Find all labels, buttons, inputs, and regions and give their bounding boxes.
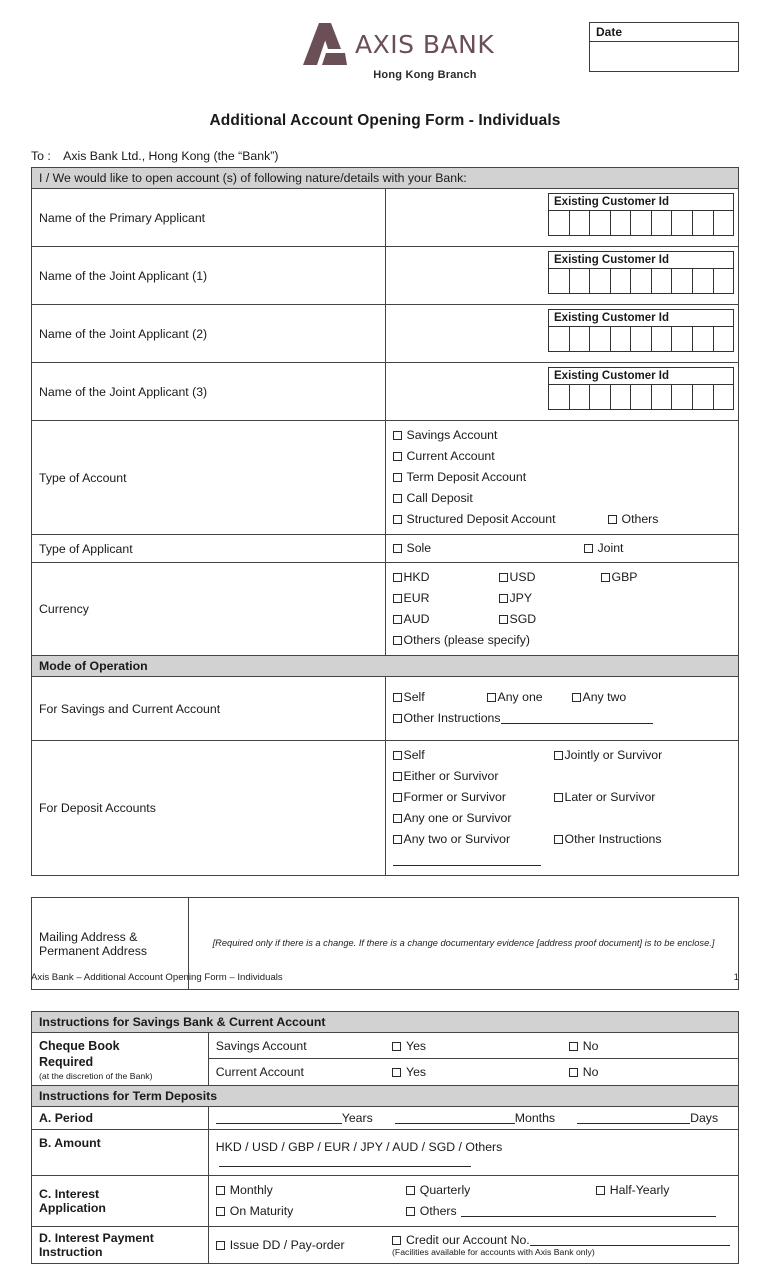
cheque-savings-no[interactable]	[562, 1033, 739, 1059]
amount-label: B. Amount	[32, 1129, 209, 1175]
deposit-mode-label: For Deposit Accounts	[32, 741, 386, 876]
existing-customer-id-group	[548, 251, 734, 294]
checkbox-self-savings[interactable]	[393, 687, 487, 708]
id-cell[interactable]	[672, 269, 693, 293]
joint-applicant-2-name-field[interactable]	[385, 305, 739, 363]
section-spacer	[31, 990, 739, 1011]
id-cell[interactable]	[714, 385, 734, 409]
id-cell[interactable]	[693, 327, 714, 351]
interest-payment-label	[32, 1226, 209, 1263]
deposit-mode-options	[385, 741, 739, 876]
id-cell[interactable]	[549, 211, 570, 235]
checkbox-icon[interactable]	[393, 473, 402, 482]
table-row	[32, 247, 739, 305]
id-cell[interactable]	[549, 385, 570, 409]
address-label: Mailing Address & Permanent Address	[32, 898, 189, 990]
cheque-current-yes[interactable]	[385, 1059, 562, 1085]
checkbox-icon[interactable]	[406, 1186, 415, 1195]
option-label: SGD	[509, 612, 537, 626]
existing-customer-id-group	[548, 309, 734, 352]
option-label: No	[582, 1038, 599, 1053]
option-label: Joint	[597, 541, 624, 555]
option-label: Monthly	[229, 1182, 273, 1197]
existing-customer-id-label: Existing Customer Id	[549, 310, 733, 327]
id-cell[interactable]	[590, 269, 611, 293]
option-label: AUD	[403, 612, 430, 626]
id-cell[interactable]	[672, 211, 693, 235]
option-label: Self	[403, 748, 425, 762]
id-cell[interactable]	[570, 211, 591, 235]
option-label: On Maturity	[229, 1203, 294, 1218]
table-row	[32, 1106, 739, 1129]
checkbox-jpy[interactable]	[499, 588, 533, 609]
table-row	[32, 1033, 739, 1059]
option-label: Either or Survivor	[403, 769, 499, 783]
existing-customer-id-group	[548, 367, 734, 410]
option-label: Any one	[497, 690, 543, 704]
checkbox-other-instructions-deposit[interactable]	[554, 829, 662, 850]
credit-account-block	[385, 1226, 739, 1263]
period-label: A. Period	[32, 1106, 209, 1129]
checkbox-half-yearly[interactable]	[596, 1180, 670, 1201]
option-label: Call Deposit	[406, 491, 473, 505]
existing-customer-id-cells[interactable]	[549, 385, 733, 409]
checkbox-either-or-survivor[interactable]	[393, 766, 499, 787]
primary-applicant-name-field[interactable]	[385, 189, 739, 247]
option-label: GBP	[611, 570, 638, 584]
credit-account-note: (Facilities available for accounts with Axis Bank only)	[392, 1246, 595, 1257]
option-label: Jointly or Survivor	[564, 748, 663, 762]
option-label: Term Deposit Account	[406, 470, 527, 484]
checkbox-jointly-or-survivor[interactable]	[554, 745, 721, 766]
intro-banner: I / We would like to open account (s) of following nature/details with your Bank:	[32, 168, 739, 189]
checkbox-self-deposit[interactable]	[393, 745, 554, 766]
other-instructions-savings-input[interactable]	[501, 723, 653, 724]
checkbox-icon[interactable]	[393, 751, 402, 760]
option-label: Other Instructions	[564, 832, 662, 846]
checkbox-icon[interactable]	[392, 1042, 401, 1051]
cheque-label-note: (at the discretion of the Bank)	[39, 1070, 153, 1081]
cheque-label-line2: Required	[39, 1055, 94, 1070]
checkbox-icon[interactable]	[554, 793, 563, 802]
checkbox-icon[interactable]	[569, 1042, 578, 1051]
cheque-savings-account-label: Savings Account	[208, 1033, 385, 1059]
table-row	[32, 535, 739, 563]
type-of-account-options	[385, 421, 739, 535]
existing-customer-id-group	[548, 193, 734, 236]
cheque-label-line1: Cheque Book	[39, 1039, 120, 1053]
checkbox-icon[interactable]	[596, 1186, 605, 1195]
id-cell[interactable]	[652, 269, 673, 293]
checkbox-icon[interactable]	[584, 544, 593, 553]
id-cell[interactable]	[570, 327, 591, 351]
primary-applicant-label: Name of the Primary Applicant	[32, 189, 386, 247]
type-of-applicant-options	[385, 535, 739, 563]
amount-inputs	[208, 1129, 738, 1175]
id-cell[interactable]	[631, 211, 652, 235]
id-cell[interactable]	[672, 327, 693, 351]
page-title: Additional Account Opening Form - Individuals	[209, 112, 561, 129]
checkbox-current-account[interactable]	[393, 446, 608, 467]
checkbox-icon[interactable]	[393, 814, 402, 823]
checkbox-icon[interactable]	[406, 1207, 415, 1216]
checkbox-currency-others[interactable]	[393, 630, 530, 651]
checkbox-icon[interactable]	[554, 835, 563, 844]
joint-applicant-2-label: Name of the Joint Applicant (2)	[32, 305, 386, 363]
interest-application-label	[32, 1175, 209, 1226]
option-label: USD	[509, 570, 536, 584]
id-cell[interactable]	[672, 385, 693, 409]
table-row	[32, 421, 739, 535]
branch-label: Hong Kong Branch	[373, 69, 477, 81]
id-cell[interactable]	[652, 211, 673, 235]
existing-customer-id-label: Existing Customer Id	[549, 252, 733, 269]
checkbox-eur[interactable]	[393, 588, 499, 609]
type-of-account-label: Type of Account	[32, 421, 386, 535]
cheque-savings-yes[interactable]	[385, 1033, 562, 1059]
checkbox-icon[interactable]	[216, 1241, 225, 1250]
existing-customer-id-cells[interactable]	[549, 327, 733, 351]
existing-customer-id-label: Existing Customer Id	[549, 368, 733, 385]
id-cell[interactable]	[631, 327, 652, 351]
option-label: EUR	[403, 591, 430, 605]
id-cell[interactable]	[714, 269, 734, 293]
mode-of-operation-banner: Mode of Operation	[32, 656, 739, 677]
table-row	[32, 305, 739, 363]
instructions-table	[31, 1011, 739, 1264]
checkbox-credit-our-account[interactable]	[392, 1233, 731, 1247]
savings-current-mode-label: For Savings and Current Account	[32, 677, 386, 741]
checkbox-icon[interactable]	[393, 793, 402, 802]
cheque-current-account-label: Current Account	[208, 1059, 385, 1085]
option-label: Half-Yearly	[609, 1182, 670, 1197]
option-label: Others (please specify)	[403, 633, 530, 647]
checkbox-icon[interactable]	[608, 515, 617, 524]
table-row	[32, 563, 739, 656]
section-spacer	[31, 876, 739, 897]
period-days-input[interactable]	[577, 1123, 690, 1124]
id-cell[interactable]	[590, 327, 611, 351]
table-row	[32, 1175, 739, 1226]
interest-application-options	[208, 1175, 738, 1226]
savings-instructions-banner: Instructions for Savings Bank & Current Account	[32, 1012, 739, 1033]
option-label: Self	[403, 690, 425, 704]
address-note: [Required only if there is a change. If there is a change documentary evidence [address proof document] is to be enclose.]	[212, 937, 715, 948]
id-cell[interactable]	[590, 211, 611, 235]
option-label: Later or Survivor	[564, 790, 656, 804]
checkbox-savings-account[interactable]	[393, 425, 584, 446]
type-of-applicant-label: Type of Applicant	[32, 535, 386, 563]
existing-customer-id-cells[interactable]	[549, 211, 733, 235]
checkbox-term-deposit-account[interactable]	[393, 467, 527, 488]
checkbox-others-account[interactable]	[608, 509, 659, 530]
other-instructions-deposit-input[interactable]	[393, 865, 541, 866]
checkbox-icon[interactable]	[601, 573, 610, 582]
joint-applicant-3-name-field[interactable]	[385, 363, 739, 421]
id-cell[interactable]	[549, 269, 570, 293]
checkbox-monthly[interactable]	[216, 1180, 406, 1201]
table-row	[32, 1012, 739, 1033]
checkbox-interest-others[interactable]	[406, 1201, 457, 1222]
option-label: Quarterly	[419, 1182, 471, 1197]
date-box	[589, 22, 739, 72]
interest-payment-label-line2: Instruction	[39, 1244, 103, 1259]
id-cell[interactable]	[714, 211, 734, 235]
id-cell[interactable]	[693, 269, 714, 293]
checkbox-icon[interactable]	[499, 615, 508, 624]
table-row	[32, 363, 739, 421]
id-cell[interactable]	[611, 211, 632, 235]
account-details-table	[31, 167, 739, 876]
checkbox-icon[interactable]	[572, 693, 581, 702]
intro-banner-row	[32, 168, 739, 189]
checkbox-structured-deposit-account[interactable]	[393, 509, 608, 530]
interest-application-label-line1: C. Interest	[39, 1186, 100, 1201]
checkbox-any-two-savings[interactable]	[572, 687, 650, 708]
page-number: 1	[733, 972, 739, 983]
amount-currencies: HKD / USD / GBP / EUR / JPY / AUD / SGD / Others	[215, 1139, 503, 1154]
checkbox-icon[interactable]	[499, 594, 508, 603]
id-cell[interactable]	[590, 385, 611, 409]
option-label: Any one or Survivor	[403, 811, 512, 825]
savings-current-mode-options	[385, 677, 739, 741]
period-months-unit: Months	[514, 1110, 556, 1125]
checkbox-quarterly[interactable]	[406, 1180, 596, 1201]
checkbox-on-maturity[interactable]	[216, 1201, 406, 1222]
checkbox-gbp[interactable]	[601, 567, 711, 588]
table-row	[32, 656, 739, 677]
interest-application-label-line2: Application	[39, 1200, 106, 1215]
table-row	[32, 1085, 739, 1106]
checkbox-any-one-savings[interactable]	[487, 687, 572, 708]
checkbox-aud[interactable]	[393, 609, 499, 630]
checkbox-icon[interactable]	[393, 594, 402, 603]
id-cell[interactable]	[693, 211, 714, 235]
joint-applicant-1-name-field[interactable]	[385, 247, 739, 305]
checkbox-sgd[interactable]	[499, 609, 601, 630]
id-cell[interactable]	[652, 327, 673, 351]
addressee-line: To : Axis Bank Ltd., Hong Kong (the “Bank”)	[31, 149, 279, 163]
existing-customer-id-label: Existing Customer Id	[549, 194, 733, 211]
date-input[interactable]	[590, 42, 738, 71]
id-cell[interactable]	[611, 269, 632, 293]
table-row	[32, 1226, 739, 1263]
checkbox-icon[interactable]	[393, 544, 402, 553]
option-label: Any two	[582, 690, 627, 704]
amount-input[interactable]	[219, 1166, 471, 1167]
interest-others-input[interactable]	[461, 1216, 716, 1217]
checkbox-icon[interactable]	[393, 615, 402, 624]
checkbox-icon[interactable]	[392, 1068, 401, 1077]
cheque-current-no[interactable]	[562, 1059, 739, 1085]
checkbox-call-deposit[interactable]	[393, 488, 584, 509]
existing-customer-id-cells[interactable]	[549, 269, 733, 293]
checkbox-sole[interactable]	[393, 539, 584, 558]
option-label: Other Instructions	[403, 711, 501, 725]
checkbox-icon[interactable]	[393, 494, 402, 503]
checkbox-hkd[interactable]	[393, 567, 499, 588]
period-months-input[interactable]	[395, 1123, 515, 1124]
checkbox-joint[interactable]	[584, 539, 624, 558]
checkbox-icon[interactable]	[393, 431, 402, 440]
checkbox-icon[interactable]	[393, 835, 402, 844]
checkbox-icon[interactable]	[393, 573, 402, 582]
checkbox-icon[interactable]	[392, 1236, 401, 1245]
checkbox-icon[interactable]	[393, 714, 402, 723]
term-deposits-banner: Instructions for Term Deposits	[32, 1085, 739, 1106]
period-years-input[interactable]	[216, 1123, 342, 1124]
brand-wordmark: AXIS BANK	[355, 29, 495, 59]
joint-applicant-3-label: Name of the Joint Applicant (3)	[32, 363, 386, 421]
option-label: Structured Deposit Account	[406, 512, 556, 526]
option-label: Sole	[406, 541, 432, 555]
period-inputs	[208, 1106, 738, 1129]
brand-logo	[301, 22, 531, 81]
table-row	[32, 677, 739, 741]
checkbox-former-or-survivor[interactable]	[393, 787, 554, 808]
checkbox-icon[interactable]	[499, 573, 508, 582]
option-label: No	[582, 1065, 599, 1080]
currency-options	[385, 563, 739, 656]
checkbox-icon[interactable]	[554, 751, 563, 760]
checkbox-icon[interactable]	[216, 1207, 225, 1216]
option-label: Savings Account	[406, 428, 498, 442]
option-label: Former or Survivor	[403, 790, 506, 804]
checkbox-icon[interactable]	[393, 772, 402, 781]
table-row	[32, 741, 739, 876]
checkbox-any-two-or-survivor[interactable]	[393, 829, 554, 850]
checkbox-any-one-or-survivor[interactable]	[393, 808, 512, 829]
page-header	[31, 0, 739, 110]
checkbox-icon[interactable]	[393, 515, 402, 524]
cheque-book-required-label	[32, 1033, 209, 1086]
checkbox-icon[interactable]	[216, 1186, 225, 1195]
page-footer	[31, 972, 739, 983]
id-cell[interactable]	[611, 327, 632, 351]
option-label: Others	[419, 1203, 457, 1218]
option-label: Others	[621, 512, 659, 526]
option-label: JPY	[509, 591, 533, 605]
period-years-unit: Years	[341, 1110, 373, 1125]
joint-applicant-1-label: Name of the Joint Applicant (1)	[32, 247, 386, 305]
id-cell[interactable]	[693, 385, 714, 409]
interest-payment-label-line1: D. Interest Payment	[39, 1230, 154, 1245]
option-label: Yes	[406, 1065, 427, 1080]
id-cell[interactable]	[652, 385, 673, 409]
date-label: Date	[590, 23, 738, 42]
checkbox-icon[interactable]	[393, 452, 402, 461]
option-label: HKD	[403, 570, 430, 584]
id-cell[interactable]	[611, 385, 632, 409]
table-row	[32, 189, 739, 247]
id-cell[interactable]	[549, 327, 570, 351]
id-cell[interactable]	[570, 385, 591, 409]
checkbox-icon[interactable]	[569, 1068, 578, 1077]
option-label: Credit our Account No.	[406, 1232, 530, 1247]
option-label: Current Account	[406, 449, 495, 463]
footer-text: Axis Bank – Additional Account Opening Form – Individuals	[31, 972, 283, 983]
checkbox-other-instructions-savings[interactable]	[393, 708, 501, 729]
id-cell[interactable]	[570, 269, 591, 293]
currency-label: Currency	[32, 563, 386, 656]
id-cell[interactable]	[631, 269, 652, 293]
axis-bank-logo-icon	[301, 23, 347, 65]
checkbox-usd[interactable]	[499, 567, 601, 588]
option-label: Issue DD / Pay-order	[229, 1237, 345, 1252]
credit-account-input[interactable]	[530, 1245, 730, 1246]
option-label: Any two or Survivor	[403, 832, 511, 846]
period-days-unit: Days	[690, 1110, 719, 1125]
checkbox-icon[interactable]	[393, 693, 402, 702]
id-cell[interactable]	[631, 385, 652, 409]
checkbox-issue-dd-pay-order[interactable]	[208, 1226, 385, 1263]
checkbox-later-or-survivor[interactable]	[554, 787, 721, 808]
option-label: Yes	[406, 1038, 427, 1053]
checkbox-icon[interactable]	[487, 693, 496, 702]
id-cell[interactable]	[714, 327, 734, 351]
checkbox-icon[interactable]	[393, 636, 402, 645]
table-row	[32, 1129, 739, 1175]
